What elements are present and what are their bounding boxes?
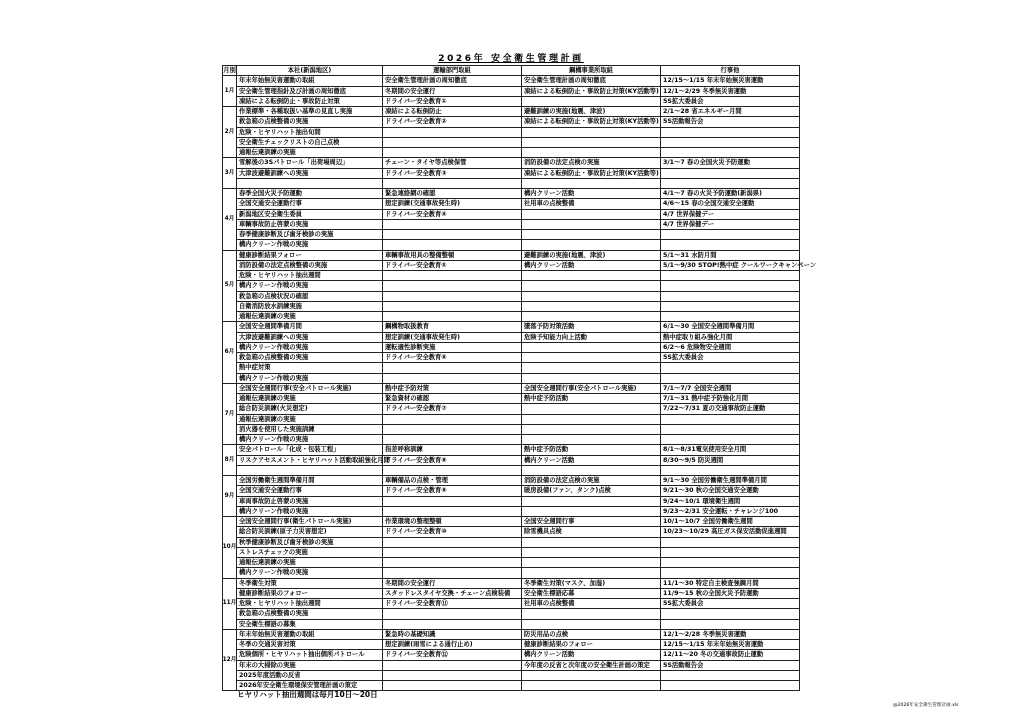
head-office-cell: 構内クリーン作戦の実施 <box>237 343 383 353</box>
events-cell: 8/30〜9/5 防災週間 <box>661 456 800 466</box>
head-office-cell: 春季全国火災予防運動 <box>237 189 383 199</box>
events-cell: 2/1〜28 省エネルギー月間 <box>661 107 800 117</box>
head-office-cell: 総合防災訓練(原子力災害想定) <box>237 527 383 537</box>
events-cell <box>661 281 800 291</box>
steel-works-cell: 安全衛生標語応募 <box>522 589 661 599</box>
steel-works-cell <box>522 343 661 353</box>
head-office-cell: 通報伝達訓練の実施 <box>237 148 383 158</box>
transport-dept-cell: ドライバー安全教育⑪ <box>383 599 522 609</box>
events-cell: 7/1〜7/7 全国安全週間 <box>661 384 800 394</box>
steel-works-cell: 避難訓練の実施(地震、津波) <box>522 107 661 117</box>
steel-works-cell: 避難訓練の実施(地震、津波) <box>522 251 661 261</box>
steel-works-cell <box>522 548 661 558</box>
steel-works-cell: 社用車の点検整備 <box>522 199 661 209</box>
head-office-cell: 春季健康診断及び歯牙検診の実施 <box>237 230 383 240</box>
month-label: 8月 <box>223 445 237 476</box>
head-office-cell: 2025年度活動の反省 <box>237 671 383 681</box>
steel-works-cell: 危険予知能力向上活動 <box>522 333 661 343</box>
steel-works-cell: 防災用品の点検 <box>522 630 661 640</box>
transport-dept-cell <box>383 230 522 240</box>
head-office-cell: 危険個所・ヒヤリハット抽出個所パトロール <box>237 650 383 660</box>
head-office-cell: リスクアセスメント・ヒヤリハット活動取組強化月間 <box>237 456 383 466</box>
events-cell: 10/1〜10/7 全国労働衛生週間 <box>661 517 800 527</box>
steel-works-cell: 安全衛生管理計画の周知徹底 <box>522 76 661 86</box>
head-office-cell: 消火器を使用した実施訓練 <box>237 425 383 435</box>
events-cell <box>661 169 800 179</box>
month-label: 10月 <box>223 517 237 579</box>
transport-dept-cell <box>383 548 522 558</box>
header-head-office: 本社(新潟地区) <box>237 66 383 76</box>
events-cell: 9/24〜10/1 環境衛生週間 <box>661 497 800 507</box>
head-office-cell: 救急箱の点検整備の実施 <box>237 609 383 619</box>
steel-works-cell: 凍結による転倒防止・事故防止対策(KY活動等) <box>522 117 661 127</box>
transport-dept-cell <box>383 138 522 148</box>
events-cell: 4/1〜7 春の火災予防運動(新潟県) <box>661 189 800 199</box>
head-office-cell: 構内クリーン作戦の実施 <box>237 374 383 384</box>
transport-dept-cell: 緊急資材の確認 <box>383 394 522 404</box>
head-office-cell: 消防設備の法定点検整備の実施 <box>237 261 383 271</box>
transport-dept-cell <box>383 302 522 312</box>
steel-works-cell <box>522 210 661 220</box>
safety-plan-table <box>222 65 817 691</box>
steel-works-cell: 凍結による転倒防止・事故防止対策(KY活動等) <box>522 87 661 97</box>
month-label: 12月 <box>223 630 237 692</box>
head-office-cell: 新潟地区安全衛生委員 <box>237 210 383 220</box>
events-cell: 3/1〜7 春の全国火災予防運動 <box>661 158 800 168</box>
transport-dept-cell: 想定訓練(交通事故発生時) <box>383 333 522 343</box>
events-cell: 7/22〜7/31 夏の交通事故防止運動 <box>661 404 800 414</box>
head-office-cell: ストレスチェックの実施 <box>237 548 383 558</box>
steel-works-cell: 構内クリーン活動 <box>522 650 661 660</box>
steel-works-cell <box>522 374 661 384</box>
head-office-cell: 安全パトロール「化成・包装工程」 <box>237 445 383 455</box>
head-office-cell: 年末の大掃除の実施 <box>237 661 383 671</box>
head-office-cell: 危険・ヒヤリハット抽出旬間 <box>237 128 383 138</box>
events-cell: 7/1〜31 熱中症予防強化月間 <box>661 394 800 404</box>
steel-works-cell <box>522 568 661 578</box>
steel-works-cell: 消防設備の法定点検の実施 <box>522 158 661 168</box>
steel-works-cell <box>522 538 661 548</box>
transport-dept-cell: ドライバー安全教育② <box>383 117 522 127</box>
head-office-cell: 全国交通安全運動行事 <box>237 486 383 496</box>
steel-works-cell <box>522 281 661 291</box>
events-cell <box>661 558 800 568</box>
transport-dept-cell: 運転適性診断実施 <box>383 343 522 353</box>
steel-works-cell: 熱中症予防活動 <box>522 394 661 404</box>
header-steel-works: 鋼構事業所取組 <box>522 66 661 76</box>
footnote: ヒヤリハット抽出週間は毎月10日〜20日 <box>237 690 378 699</box>
transport-dept-cell: スタッドレスタイヤ交換・チェーン点検装備 <box>383 589 522 599</box>
events-cell: 12/1〜2/29 冬季無災害運動 <box>661 87 800 97</box>
steel-works-cell <box>522 497 661 507</box>
transport-dept-cell: 凍結による転倒防止 <box>383 107 522 117</box>
transport-dept-cell <box>383 661 522 671</box>
transport-dept-cell <box>383 497 522 507</box>
transport-dept-cell <box>383 435 522 445</box>
events-cell: 5/1〜31 水防月間 <box>661 251 800 261</box>
events-cell <box>661 671 800 681</box>
month-label: 7月 <box>223 384 237 446</box>
head-office-cell: 全国安全週間行事(衛生パトロール実施) <box>237 517 383 527</box>
transport-dept-cell: 鋼構物取扱教育 <box>383 322 522 332</box>
transport-dept-cell <box>383 415 522 425</box>
transport-dept-cell: ドライバー安全教育③ <box>383 169 522 179</box>
steel-works-cell <box>522 97 661 107</box>
events-cell <box>661 568 800 578</box>
events-cell: 4/6〜15 春の全国交通安全運動 <box>661 199 800 209</box>
steel-works-cell: 熱中症予防活動 <box>522 445 661 455</box>
events-cell <box>661 681 800 691</box>
events-cell <box>661 609 800 619</box>
transport-dept-cell: 想定訓練(交通事故発生時) <box>383 199 522 209</box>
events-cell <box>661 148 800 158</box>
transport-dept-cell <box>383 425 522 435</box>
steel-works-cell <box>522 353 661 363</box>
transport-dept-cell <box>383 220 522 230</box>
steel-works-cell: 構内クリーン活動 <box>522 261 661 271</box>
transport-dept-cell <box>383 312 522 322</box>
head-office-cell: 健康診断結果フォロー <box>237 251 383 261</box>
month-label: 5月 <box>223 251 237 323</box>
steel-works-cell <box>522 415 661 425</box>
steel-works-cell <box>522 292 661 302</box>
events-cell <box>661 363 800 373</box>
transport-dept-cell: ドライバー安全教育⑧ <box>383 456 522 466</box>
transport-dept-cell: 想定訓練(雨雪による通行止め) <box>383 640 522 650</box>
transport-dept-cell: 安全衛生管理計画の周知徹底 <box>383 76 522 86</box>
head-office-cell: 安全衛生チェックリストの自己点検 <box>237 138 383 148</box>
transport-dept-cell: 冬期間の安全運行 <box>383 579 522 589</box>
steel-works-cell <box>522 404 661 414</box>
head-office-cell: 凍結による転倒防止・事故防止対策 <box>237 97 383 107</box>
transport-dept-cell <box>383 620 522 630</box>
transport-dept-cell: ドライバー安全教育⑤ <box>383 261 522 271</box>
events-cell <box>661 240 800 250</box>
transport-dept-cell <box>383 538 522 548</box>
events-cell <box>661 415 800 425</box>
month-label: 4月 <box>223 189 237 251</box>
events-cell: 5/1〜9/30 STOP!熱中症 クールワークキャンペーン <box>661 261 800 271</box>
events-cell <box>661 466 800 476</box>
steel-works-cell: 凍結による転倒防止・事故防止対策(KY活動等) <box>522 169 661 179</box>
events-cell: 6/2〜6 危険物安全週間 <box>661 343 800 353</box>
transport-dept-cell <box>383 281 522 291</box>
header-month: 月別 <box>223 66 237 76</box>
steel-works-cell: 今年度の反省と次年度の安全衛生計画の策定 <box>522 661 661 671</box>
month-label: 11月 <box>223 579 237 630</box>
transport-dept-cell: ドライバー安全教育⑥ <box>383 353 522 363</box>
events-cell: 熱中症取り組み強化月間 <box>661 333 800 343</box>
steel-works-cell <box>522 435 661 445</box>
header-events: 行事他 <box>661 66 800 76</box>
events-cell <box>661 620 800 630</box>
events-cell: 5S拡大委員会 <box>661 599 800 609</box>
events-cell <box>661 271 800 281</box>
steel-works-cell: 健康診断結果のフォロー <box>522 640 661 650</box>
head-office-cell: 通報伝達訓練の実施 <box>237 394 383 404</box>
steel-works-cell <box>522 620 661 630</box>
steel-works-cell <box>522 179 661 189</box>
transport-dept-cell: ドライバー安全教育⑫ <box>383 650 522 660</box>
transport-dept-cell: 熱中症予防対策 <box>383 384 522 394</box>
transport-dept-cell <box>383 148 522 158</box>
transport-dept-cell: ドライバー安全教育⑨ <box>383 486 522 496</box>
head-office-cell: 冬季衛生対策 <box>237 579 383 589</box>
month-label: 3月 <box>223 158 237 189</box>
head-office-cell: 自衛消防放水訓練実施 <box>237 302 383 312</box>
steel-works-cell <box>522 148 661 158</box>
steel-works-cell <box>522 609 661 619</box>
steel-works-cell: 暖房設備(ファン、タンク)点検 <box>522 486 661 496</box>
transport-dept-cell: 緊急時の基礎知識 <box>383 630 522 640</box>
head-office-cell: 通報伝達訓練の実施 <box>237 558 383 568</box>
steel-works-cell: 社用車の点検整備 <box>522 599 661 609</box>
head-office-cell: 熱中症対策 <box>237 363 383 373</box>
transport-dept-cell <box>383 271 522 281</box>
transport-dept-cell <box>383 558 522 568</box>
transport-dept-cell <box>383 671 522 681</box>
head-office-cell: 通報伝達訓練の実施 <box>237 415 383 425</box>
transport-dept-cell <box>383 179 522 189</box>
steel-works-cell: 全国安全週間行事(安全パトロール実施) <box>522 384 661 394</box>
steel-works-cell <box>522 312 661 322</box>
transport-dept-cell: ドライバー安全教育④ <box>383 210 522 220</box>
month-label: 9月 <box>223 476 237 517</box>
transport-dept-cell: 車輌備品の点検・管理 <box>383 476 522 486</box>
head-office-cell: 救急箱の点検整備の実施 <box>237 353 383 363</box>
head-office-cell: 構内クリーン作戦の実施 <box>237 281 383 291</box>
steel-works-cell <box>522 240 661 250</box>
transport-dept-cell <box>383 609 522 619</box>
events-cell: 11/1〜30 特定自主検査強調月間 <box>661 579 800 589</box>
steel-works-cell <box>522 138 661 148</box>
steel-works-cell: 墜落予防対策活動 <box>522 322 661 332</box>
events-cell: 12/1〜2/28 冬季無災害運動 <box>661 630 800 640</box>
file-name-footer: @2026年安全衛生管理計画.xls <box>893 703 959 708</box>
transport-dept-cell: 作業環境の整理整頓 <box>383 517 522 527</box>
head-office-cell: 全国安全週間行事(安全パトロール実施) <box>237 384 383 394</box>
head-office-cell: 年末年始無災害運動の取組 <box>237 630 383 640</box>
events-cell: 6/1〜30 全国安全週間準備月間 <box>661 322 800 332</box>
events-cell: 9/21〜30 秋の全国交通安全運動 <box>661 486 800 496</box>
events-cell: 12/15〜1/15 年末年始無災害運動 <box>661 640 800 650</box>
head-office-cell: 全国労働衛生週間準備月間 <box>237 476 383 486</box>
title-area <box>222 46 800 65</box>
head-office-cell: 全国交通安全運動行事 <box>237 199 383 209</box>
steel-works-cell: 構内クリーン活動 <box>522 456 661 466</box>
head-office-cell: 年末年始無災害運動の取組 <box>237 76 383 86</box>
head-office-cell: 構内クリーン作戦の実施 <box>237 240 383 250</box>
head-office-cell: 危険・ヒヤリハット抽出週間 <box>237 599 383 609</box>
transport-dept-cell: 指差呼称訓練 <box>383 445 522 455</box>
transport-dept-cell: チェーン・タイヤ等点検保管 <box>383 158 522 168</box>
head-office-cell: 車両事故防止啓蒙の実施 <box>237 497 383 507</box>
head-office-cell: 2026年安全衛生環境保安管理計画の策定 <box>237 681 383 691</box>
transport-dept-cell <box>383 128 522 138</box>
events-cell: 12/15〜1/15 年末年始無災害運動 <box>661 76 800 86</box>
head-office-cell: 健康診断結果のフォロー <box>237 589 383 599</box>
events-cell: 4/7 世界保健デー <box>661 220 800 230</box>
head-office-cell: 秋季健康診断及び歯牙検診の実施 <box>237 538 383 548</box>
events-cell: 9/1〜30 全国労働衛生週間準備月間 <box>661 476 800 486</box>
month-label: 1月 <box>223 76 237 107</box>
events-cell: 9/23〜2/31 安全運転・チャレンジ100 <box>661 507 800 517</box>
events-cell <box>661 292 800 302</box>
month-label: 2月 <box>223 107 237 158</box>
head-office-cell: 大津波避難訓練への実施 <box>237 333 383 343</box>
head-office-cell: 救急箱の点検整備の実施 <box>237 117 383 127</box>
events-cell <box>661 538 800 548</box>
head-office-cell: 車輌事故防止啓蒙の実施 <box>237 220 383 230</box>
head-office-cell <box>237 179 383 189</box>
events-cell <box>661 425 800 435</box>
events-cell <box>661 374 800 384</box>
steel-works-cell: 冬季衛生対策(マスク、加湿) <box>522 579 661 589</box>
steel-works-cell <box>522 128 661 138</box>
steel-works-cell <box>522 363 661 373</box>
steel-works-cell <box>522 271 661 281</box>
steel-works-cell: 除雪機具点検 <box>522 527 661 537</box>
events-cell <box>661 312 800 322</box>
steel-works-cell <box>522 671 661 681</box>
transport-dept-cell <box>383 681 522 691</box>
head-office-cell: 救急箱の点検状況の確認 <box>237 292 383 302</box>
events-cell <box>661 302 800 312</box>
head-office-cell: 全国安全週間準備月間 <box>237 322 383 332</box>
steel-works-cell <box>522 507 661 517</box>
transport-dept-cell <box>383 363 522 373</box>
steel-works-cell <box>522 230 661 240</box>
transport-dept-cell: ドライバー安全教育① <box>383 97 522 107</box>
events-cell <box>661 230 800 240</box>
head-office-cell: 大津波避難訓練への実施 <box>237 169 383 179</box>
events-cell: 11/9〜15 秋の全国火災予防運動 <box>661 589 800 599</box>
steel-works-cell <box>522 425 661 435</box>
head-office-cell: 安全衛生標語の募集 <box>237 620 383 630</box>
steel-works-cell <box>522 466 661 476</box>
head-office-cell: 総合防災訓練(火災想定) <box>237 404 383 414</box>
transport-dept-cell: ドライバー安全教育⑦ <box>383 404 522 414</box>
document-title: 2026年 安全衛生管理計画 <box>438 54 584 64</box>
events-cell: 8/1〜8/31電気使用安全月間 <box>661 445 800 455</box>
events-cell <box>661 435 800 445</box>
events-cell: 4/7 世界保健デー <box>661 210 800 220</box>
events-cell: 10/23〜10/29 高圧ガス保安活動促進週間 <box>661 527 800 537</box>
header-transport-dept: 運輸部門取組 <box>383 66 522 76</box>
head-office-cell: 構内クリーン作戦の実施 <box>237 435 383 445</box>
head-office-cell: 危険・ヒヤリハット抽出週間 <box>237 271 383 281</box>
steel-works-cell <box>522 220 661 230</box>
events-cell <box>661 179 800 189</box>
transport-dept-cell <box>383 374 522 384</box>
steel-works-cell: 全国安全週間行事 <box>522 517 661 527</box>
transport-dept-cell: 車輌事故用具の整備整頓 <box>383 251 522 261</box>
head-office-cell: 作業標準・各種取扱い基準の見直し実施 <box>237 107 383 117</box>
transport-dept-cell <box>383 240 522 250</box>
transport-dept-cell <box>383 292 522 302</box>
transport-dept-cell: 緊急連絡網の確認 <box>383 189 522 199</box>
transport-dept-cell: ドライバー安全教育⑩ <box>383 527 522 537</box>
events-cell <box>661 128 800 138</box>
head-office-cell: 雪解後の3Sパトロール「出荷場周辺」 <box>237 158 383 168</box>
events-cell: 12/11〜20 冬の交通事故防止運動 <box>661 650 800 660</box>
events-cell: 5S活動報告会 <box>661 661 800 671</box>
steel-works-cell <box>522 558 661 568</box>
events-cell: 5S拡大委員会 <box>661 353 800 363</box>
head-office-cell: 冬季の交通災害対策 <box>237 640 383 650</box>
head-office-cell: 構内クリーン作戦の実施 <box>237 507 383 517</box>
month-label: 6月 <box>223 322 237 384</box>
transport-dept-cell <box>383 507 522 517</box>
steel-works-cell: 構内クリーン活動 <box>522 189 661 199</box>
steel-works-cell <box>522 302 661 312</box>
head-office-cell <box>237 466 383 476</box>
steel-works-cell <box>522 681 661 691</box>
events-cell: 5S活動報告会 <box>661 117 800 127</box>
head-office-cell: 通報伝達訓練の実施 <box>237 312 383 322</box>
events-cell <box>661 548 800 558</box>
transport-dept-cell <box>383 466 522 476</box>
transport-dept-cell: 冬期間の安全運行 <box>383 87 522 97</box>
events-cell: 5S拡大委員会 <box>661 97 800 107</box>
events-cell <box>661 138 800 148</box>
head-office-cell: 構内クリーン作戦の実施 <box>237 568 383 578</box>
steel-works-cell: 消防設備の法定点検の実施 <box>522 476 661 486</box>
transport-dept-cell <box>383 568 522 578</box>
head-office-cell: 安全衛生管理指針及び計画の周知徹底 <box>237 87 383 97</box>
